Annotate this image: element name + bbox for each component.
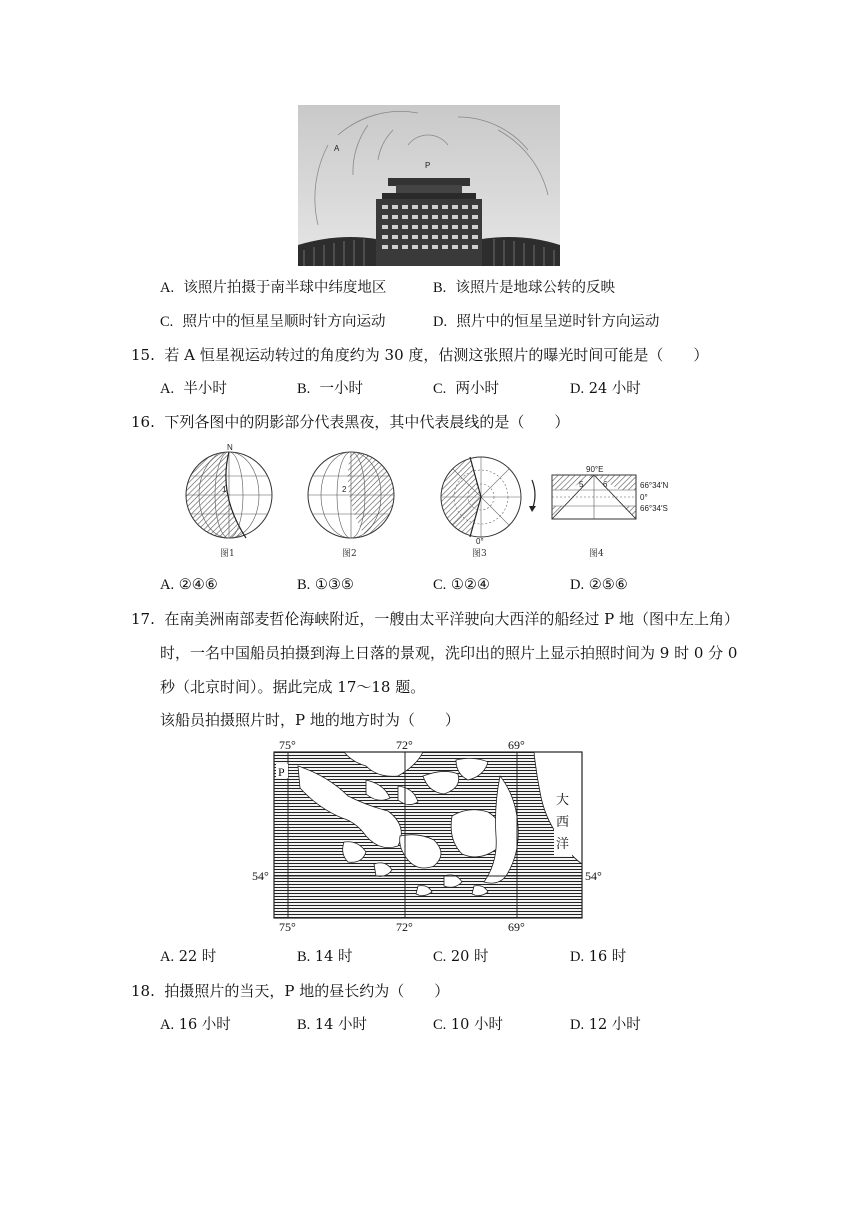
- map-lat-54-left: 54°: [252, 869, 269, 883]
- svg-text:1: 1: [222, 485, 227, 494]
- q14-option-c[interactable]: C. 照片中的恒星呈顺时针方向运动: [160, 314, 386, 330]
- map-lon-72-bottom: 72°: [396, 920, 413, 934]
- map-lon-69-top: 69°: [508, 738, 525, 752]
- map-lon-69-bottom: 69°: [508, 920, 525, 934]
- svg-text:66°34′S: 66°34′S: [640, 504, 668, 513]
- figure-4-caption: 图4: [589, 549, 604, 559]
- photo-label-a: A: [334, 144, 340, 153]
- svg-text:2: 2: [342, 485, 347, 494]
- q18-option-a[interactable]: A. 16 小时: [160, 1017, 231, 1033]
- map-ocean-1: 大: [556, 793, 570, 808]
- q17-option-c[interactable]: C. 20 时: [433, 949, 489, 965]
- star-trail-photo: [298, 105, 560, 266]
- q17-option-a[interactable]: A. 22 时: [160, 949, 217, 965]
- map-lat-54-right: 54°: [585, 869, 602, 883]
- map-p-label: P: [278, 765, 285, 779]
- q15-stem: 15. 若 A 恒星视运动转过的角度约为 30 度，估测这张照片的曝光时间可能是（ ）: [131, 346, 709, 364]
- q16-figures: [180, 440, 700, 560]
- q17-option-b[interactable]: B. 14 时: [297, 949, 353, 965]
- figure-3: [441, 457, 536, 559]
- q14-option-b[interactable]: B. 该照片是地球公转的反映: [433, 280, 616, 296]
- figure-1-caption: 图1: [220, 549, 235, 559]
- figure-4: [552, 465, 668, 559]
- q18-stem: 18. 拍摄照片的当天，P 地的昼长约为（ ）: [131, 982, 450, 1000]
- q15-option-a[interactable]: A. 半小时: [160, 381, 227, 397]
- q14-option-a[interactable]: A. 该照片拍摄于南半球中纬度地区: [160, 280, 387, 296]
- q14-option-d[interactable]: D. 照片中的恒星呈逆时针方向运动: [433, 314, 660, 330]
- svg-text:0°: 0°: [476, 537, 484, 546]
- svg-text:0°: 0°: [640, 493, 648, 502]
- q17-stem-line-3: 秒（北京时间）。据此完成 17～18 题。: [160, 678, 426, 696]
- q15-option-b[interactable]: B. 一小时: [297, 381, 364, 397]
- svg-text:90°E: 90°E: [586, 465, 604, 474]
- figure-3-caption: 图3: [472, 549, 487, 559]
- map-ocean-2: 西: [556, 815, 570, 830]
- map-lon-75-top: 75°: [279, 738, 296, 752]
- figure-2: [308, 452, 394, 559]
- magellan-strait-map: [248, 736, 618, 936]
- q16-option-a[interactable]: A. ②④⑥: [160, 577, 218, 593]
- svg-text:66°34′N: 66°34′N: [640, 481, 669, 490]
- q16-option-b[interactable]: B. ①③⑤: [297, 577, 354, 593]
- q17-sub-question: 该船员拍摄照片时，P 地的地方时为（ ）: [160, 711, 460, 729]
- q15-option-d[interactable]: D. 24 小时: [570, 381, 641, 397]
- q17-option-d[interactable]: D. 16 时: [570, 949, 627, 965]
- svg-text:6: 6: [603, 480, 608, 489]
- photo-label-p: P: [425, 161, 431, 170]
- q18-option-d[interactable]: D. 12 小时: [570, 1017, 641, 1033]
- figure-1: [186, 443, 272, 559]
- svg-text:N: N: [227, 443, 233, 452]
- q17-stem-line-1: 17. 在南美洲南部麦哲伦海峡附近，一艘由太平洋驶向大西洋的船经过 P 地（图中左上角）: [131, 610, 740, 628]
- figure-2-caption: 图2: [342, 549, 357, 559]
- q16-stem: 16. 下列各图中的阴影部分代表黑夜，其中代表晨线的是（ ）: [131, 413, 570, 431]
- map-lon-75-bottom: 75°: [279, 920, 296, 934]
- q17-stem-line-2: 时，一名中国船员拍摄到海上日落的景观，洗印出的照片上显示拍照时间为 9 时 0 分 0: [160, 644, 738, 662]
- q16-option-c[interactable]: C. ①②④: [433, 577, 490, 593]
- q15-option-c[interactable]: C. 两小时: [433, 381, 500, 397]
- svg-text:5: 5: [579, 480, 584, 489]
- q16-option-d[interactable]: D. ②⑤⑥: [570, 577, 628, 593]
- map-ocean-3: 洋: [556, 837, 570, 852]
- q18-option-c[interactable]: C. 10 小时: [433, 1017, 503, 1033]
- q18-option-b[interactable]: B. 14 小时: [297, 1017, 367, 1033]
- map-lon-72-top: 72°: [396, 738, 413, 752]
